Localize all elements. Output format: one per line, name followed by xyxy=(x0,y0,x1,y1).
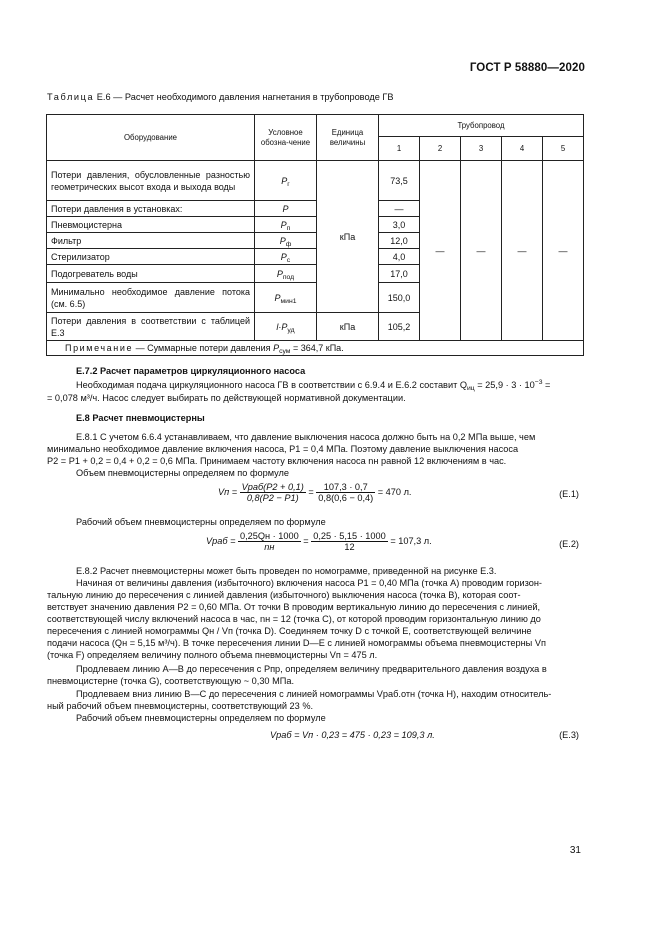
row-name: Потери давления в установках: xyxy=(47,201,255,217)
row-name: Подогреватель воды xyxy=(47,265,255,283)
equation-e2 xyxy=(206,531,432,552)
col-pipeline-header: Трубопровод xyxy=(379,115,584,137)
row-unit: кПа xyxy=(317,313,379,341)
row-value: 4,0 xyxy=(379,249,420,265)
eq2-fraction1 xyxy=(238,531,301,552)
row-name: Фильтр xyxy=(47,233,255,249)
section-e72-title: Е.7.2 Расчет параметров циркуляционного насоса xyxy=(76,366,306,376)
document-header: ГОСТ Р 58880—2020 xyxy=(469,62,585,74)
eq1-left: Vп = xyxy=(218,486,238,497)
row-value: 73,5 xyxy=(379,161,420,201)
eq1-mid: = xyxy=(308,486,314,497)
pipe-number: 4 xyxy=(502,137,543,161)
e72-text-b: = 25,9 · 3 · 10 xyxy=(477,380,535,390)
row-symbol: P xyxy=(274,292,281,303)
page-number: 31 xyxy=(569,845,581,856)
row-symbol-sub: г xyxy=(287,180,290,188)
unit-cell: кПа xyxy=(317,161,379,313)
col-symbol-header: Условное обозна-чение xyxy=(255,115,317,161)
table-caption-text: Расчет необходимого давления нагнетания в трубопроводе ГВ xyxy=(124,92,394,102)
note-text: — Суммарные потери давления xyxy=(135,343,271,353)
row-symbol: P xyxy=(282,203,289,214)
table-note-row xyxy=(47,341,584,356)
equation-e1 xyxy=(218,482,411,503)
e72-sub: иц xyxy=(466,385,475,392)
row-symbol-sub: под xyxy=(282,273,295,281)
e8-b5: пересечения с линией номограммы Qн / Vп (точка D). Соединяем точку D с точкой E, соответствующей величине xyxy=(47,626,532,636)
eq2-mid: = xyxy=(303,535,309,546)
eq1-fraction1 xyxy=(240,482,306,503)
eq3-number: (Е.3) xyxy=(559,730,579,740)
e8-d3: Рабочий объем пневмоцистерны определяем по формуле xyxy=(76,713,326,723)
row-symbol-sub: уд xyxy=(287,326,295,334)
row-symbol: P xyxy=(279,235,286,246)
e8-line6: Е.8.2 Расчет пневмоцистерны может быть проведен по номограмме, приведенной на рисунке Е.3. xyxy=(76,566,497,576)
eq1-den2: 0,8(0,6 − 0,4) xyxy=(318,493,374,503)
row-name: Потери давления в соответствии с таблицей Е.3 xyxy=(47,313,255,341)
e72-text-a: Необходимая подача циркуляционного насоса ГВ в соответствии с 6.9.4 и Е.6.2 составит Q xyxy=(76,380,467,390)
section-e72-line1 xyxy=(76,379,583,392)
eq2-result: = 107,3 л. xyxy=(390,535,432,546)
eq1-den1: 0,8(P2 − P1) xyxy=(246,493,299,503)
e8-d1: Продлеваем вниз линию B—C до пересечения с линией номограммы Vраб.отн (точка H), находим относитель- xyxy=(76,689,552,699)
pipe4-dash: — xyxy=(502,161,543,341)
pressure-table xyxy=(46,114,584,356)
e8-d2: ный рабочий объем пневмоцистерны, соответствующий 23 %. xyxy=(47,701,314,711)
eq2-num1: 0,25Qн · 1000 xyxy=(240,531,299,541)
col-unit-header: Единица величины xyxy=(317,115,379,161)
table-caption-label: Таблица xyxy=(47,92,95,102)
e8-b3: ветствует значению давления P2 = 0,60 МПа. От точки B проводим вертикальную линию до пересечения с линией, xyxy=(47,602,541,612)
row-value: 17,0 xyxy=(379,265,420,283)
row-symbol: P xyxy=(276,268,283,279)
row-symbol-sub: мин1 xyxy=(280,297,297,305)
e8-b2: тальную линию до пересечения с линией давления (избыточного) выключения насоса (точка B), которая соот- xyxy=(47,590,521,600)
col-equipment-header: Оборудование xyxy=(47,115,255,161)
row-value: 12,0 xyxy=(379,233,420,249)
pipe-number: 1 xyxy=(379,137,420,161)
row-value: — xyxy=(379,201,420,217)
note-symbol-sub: сум xyxy=(279,348,291,355)
eq2-number: (Е.2) xyxy=(559,539,579,549)
pipe3-dash: — xyxy=(461,161,502,341)
e8-b7: (точка F) определяем величину полного объема пневмоцистерны Vп = 475 л. xyxy=(47,650,378,660)
e72-text-c: = xyxy=(545,380,551,390)
eq1-result: = 470 л. xyxy=(377,486,412,497)
note-label: Примечание xyxy=(65,343,134,353)
pipe-number: 5 xyxy=(543,137,584,161)
e8-line5: Рабочий объем пневмоцистерны определяем по формуле xyxy=(76,517,326,527)
eq2-den1: nн xyxy=(264,542,275,552)
row-symbol: P xyxy=(281,175,288,186)
row-value: 105,2 xyxy=(379,313,420,341)
row-name: Минимально необходимое давление потока (см. 6.5) xyxy=(47,283,255,313)
table-caption xyxy=(47,92,394,102)
table-caption-dash: — xyxy=(113,92,123,102)
eq1-fraction2 xyxy=(316,482,375,503)
eq2-left: Vраб = xyxy=(206,535,236,546)
equation-e3: Vраб = Vп · 0,23 = 475 · 0,23 = 109,3 л. xyxy=(270,730,435,740)
e8-b4: соответствующей числу включений насоса в час, nн = 12 (точка C), от которой проводим горизонтальную линию до xyxy=(47,614,541,624)
table-caption-number: Е.6 xyxy=(96,92,111,102)
pipe5-dash: — xyxy=(543,161,584,341)
section-e8-title: Е.8 Расчет пневмоцистерны xyxy=(76,413,205,423)
row-name: Пневмоцистерна xyxy=(47,217,255,233)
e8-line1: Е.8.1 С учетом 6.6.4 устанавливаем, что давление выключения насоса должно быть на 0,2 МПа выше, чем xyxy=(76,432,536,442)
eq1-num2: 107,3 · 0,7 xyxy=(316,482,375,493)
row-symbol-sub: п xyxy=(286,224,291,232)
e8-b1: Начиная от величины давления (избыточного) включения насоса P1 = 0,40 МПа (точка A) проводим горизон- xyxy=(76,578,542,588)
eq2-fraction2 xyxy=(311,531,388,552)
row-name: Стерилизатор xyxy=(47,249,255,265)
row-symbol: P xyxy=(280,219,287,230)
row-value: 150,0 xyxy=(379,283,420,313)
pipe-number: 2 xyxy=(420,137,461,161)
e8-line3: P2 = P1 + 0,2 = 0,4 + 0,2 = 0,6 МПа. Принимаем частоту включения насоса nн равной 12 включениям в час. xyxy=(47,456,507,466)
row-symbol-sub: с xyxy=(286,256,291,264)
pipe-number: 3 xyxy=(461,137,502,161)
note-symbol: P xyxy=(273,343,280,353)
row-name: Потери давления, обусловленные разностью геометрических высот входа и выхода воды xyxy=(47,161,255,201)
note-value: = 364,7 кПа. xyxy=(293,343,344,353)
e8-c2: пневмоцистерне (точка G), соответствующую ~ 0,30 МПа. xyxy=(47,676,295,686)
eq1-num1: Vраб(P2 + 0,1) xyxy=(241,482,304,492)
table-row xyxy=(47,161,584,201)
row-symbol: P xyxy=(280,251,287,262)
e8-c1: Продлеваем линию A—B до пересечения с Pпр, определяем величину предварительного давления воздуха в xyxy=(76,664,547,674)
row-symbol: l·P xyxy=(276,321,288,332)
section-e72-line2: = 0,078 м³/ч. Насос следует выбирать по действующей нормативной документации. xyxy=(47,393,406,403)
e8-b6: подачи насоса (Qн = 5,15 м³/ч). В точке пересечения линии D—E с линией номограммы объема пневмоцистерны Vп xyxy=(47,638,546,648)
eq2-den2: 12 xyxy=(344,542,355,552)
e8-line2: минимально необходимое давление включения насоса, P1 = 0,4 МПа. Поэтому давление выключения насоса xyxy=(47,444,519,454)
e8-line4: Объем пневмоцистерны определяем по формуле xyxy=(76,468,290,478)
eq2-num2: 0,25 · 5,15 · 1000 xyxy=(313,531,386,541)
table-note xyxy=(47,341,584,356)
pipe2-dash: — xyxy=(420,161,461,341)
row-value: 3,0 xyxy=(379,217,420,233)
eq1-number: (Е.1) xyxy=(559,489,579,499)
row-symbol-sub: ф xyxy=(285,240,292,248)
e72-sup: −3 xyxy=(534,379,543,386)
